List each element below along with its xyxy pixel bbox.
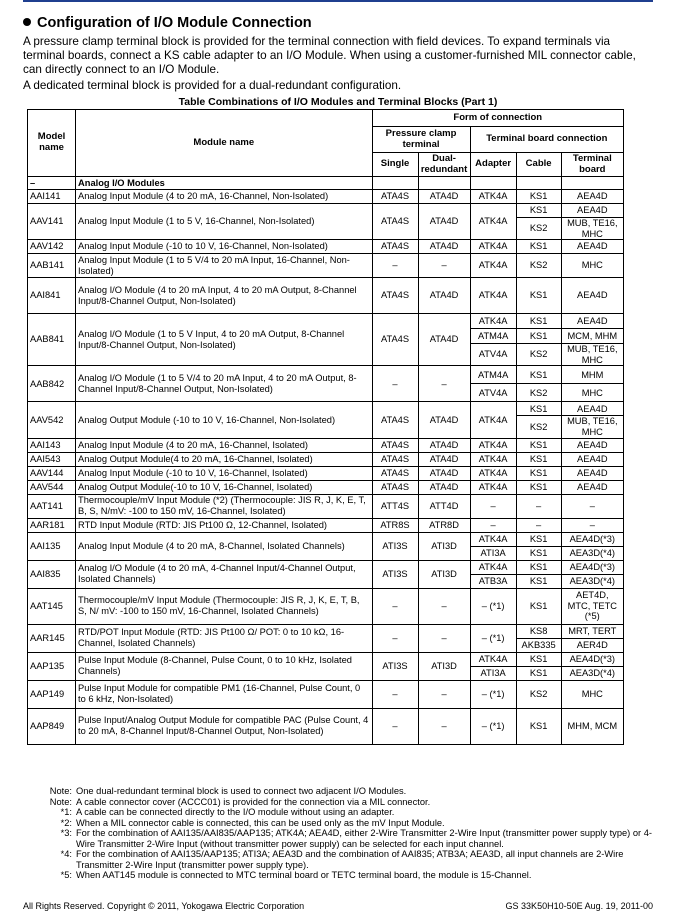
table-row (28, 402, 624, 416)
adapter-cell: ATK4A (470, 190, 516, 204)
note-key: *5: (60, 870, 72, 880)
redundant-paragraph: A dedicated terminal block is provided for a dual-redundant configuration. (23, 79, 402, 92)
cable-cell: KS1 (516, 438, 561, 452)
model-cell: AAI141 (28, 190, 76, 204)
module-name-cell: RTD Input Module (RTD: JIS Pt100 Ω, 12-Channel, Isolated) (76, 518, 372, 532)
module-name-cell: Thermocouple/mV Input Module (*2) (Thermocouple: JIS R, J, K, E, T, B, S, N/mV: -100 to 150 mV, 16-Channel, Isolated) (76, 494, 372, 518)
adapter-cell: ATM4A (470, 366, 516, 384)
table-row (28, 532, 624, 546)
cable-cell: KS2 (516, 344, 561, 366)
terminal-board-cell: AEA4D (561, 452, 623, 466)
single-cell: ATA4S (372, 240, 418, 254)
th-tboard: Terminal board (561, 153, 623, 177)
dual-cell: – (418, 588, 470, 624)
model-cell: AAV144 (28, 466, 76, 480)
cable-cell: KS1 (516, 452, 561, 466)
cable-cell: KS8 (516, 624, 561, 638)
footer (23, 901, 653, 911)
single-cell: ATA4S (372, 452, 418, 466)
terminal-board-cell: MUB, TE16, MHC (561, 218, 623, 240)
dual-cell: ATR8D (418, 518, 470, 532)
cable-cell: KS1 (516, 190, 561, 204)
th-adapter: Adapter (470, 153, 516, 177)
module-name-cell: RTD/POT Input Module (RTD: JIS Pt100 Ω/ POT: 0 to 10 kΩ, 16-Channel, Isolated Channels) (76, 624, 372, 652)
adapter-cell: – (*1) (470, 588, 516, 624)
th-single: Single (372, 153, 418, 177)
table-row (28, 708, 624, 744)
table-row (28, 466, 624, 480)
adapter-cell: ATV4A (470, 384, 516, 402)
dual-cell: ATT4D (418, 494, 470, 518)
dual-cell: – (418, 366, 470, 402)
table-row (28, 452, 624, 466)
note-text: A cable connector cover (ACCC01) is provided for the connection via a MIL connector. (76, 796, 431, 807)
single-cell: – (372, 588, 418, 624)
dual-cell: ATI3D (418, 560, 470, 588)
table-row (28, 624, 624, 638)
notes (38, 786, 653, 881)
single-cell: ATA4S (372, 314, 418, 366)
note-item (38, 849, 653, 870)
single-cell: – (372, 254, 418, 278)
module-name-cell: Analog I/O Module (1 to 5 V Input, 4 to 20 mA Output, 8-Channel Input/8-Channel Output, Non-Isolated) (76, 314, 372, 366)
table-row (28, 494, 624, 518)
dual-cell: ATA4D (418, 466, 470, 480)
module-name-cell: Analog Input Module (1 to 5 V, 16-Channel, Non-Isolated) (76, 204, 372, 240)
module-name-cell: Analog Input Module (4 to 20 mA, 8-Channel, Isolated Channels) (76, 532, 372, 560)
model-cell: AAB841 (28, 314, 76, 366)
cable-cell: KS2 (516, 384, 561, 402)
table-row (28, 518, 624, 532)
adapter-cell: ATK4A (470, 452, 516, 466)
cable-cell: KS1 (516, 666, 561, 680)
table-row (28, 240, 624, 254)
terminal-board-cell: AEA4D (561, 314, 623, 329)
model-cell: AAT145 (28, 588, 76, 624)
adapter-cell: ATM4A (470, 329, 516, 344)
table-row (28, 314, 624, 329)
model-cell: AAV542 (28, 402, 76, 438)
adapter-cell: ATK4A (470, 532, 516, 546)
module-name-cell: Analog Output Module(-10 to 10 V, 16-Channel, Isolated) (76, 480, 372, 494)
model-cell: AAT141 (28, 494, 76, 518)
model-cell: AAP135 (28, 652, 76, 680)
doc-id: GS 33K50H10-50E Aug. 19, 2011-00 (505, 901, 653, 911)
single-cell: ATA4S (372, 190, 418, 204)
cable-cell: KS1 (516, 708, 561, 744)
adapter-cell: – (470, 494, 516, 518)
note-text: When a MIL connector cable is connected, this can be used only as the mV Input Module. (76, 817, 445, 828)
module-name-cell: Analog Input Module (4 to 20 mA, 16-Channel, Non-Isolated) (76, 190, 372, 204)
module-name-cell: Analog I/O Module (4 to 20 mA Input, 4 to 20 mA Output, 8-Channel Input/8-Channel Output, Non-Isolated) (76, 278, 372, 314)
note-text: For the combination of AAI135/AAP135; ATI3A; AEA3D and the combination of AAI835; ATB3A; AEA3D, all input channels are 2-Wire Transmitter 2-Wire Input (transmitter power supply type). (76, 849, 624, 870)
cable-cell: KS1 (516, 480, 561, 494)
single-cell: ATI3S (372, 532, 418, 560)
table-row (28, 588, 624, 624)
cable-cell: KS1 (516, 466, 561, 480)
single-cell: – (372, 708, 418, 744)
table-row (28, 190, 624, 204)
cable-cell: AKB335 (516, 638, 561, 652)
section-name: Analog I/O Modules (76, 177, 372, 190)
note-text: One dual-redundant terminal block is used to connect two adjacent I/O Modules. (76, 786, 407, 796)
dual-cell: ATA4D (418, 452, 470, 466)
terminal-board-cell: AEA4D (561, 480, 623, 494)
single-cell: – (372, 624, 418, 652)
dual-cell: – (418, 254, 470, 278)
table-row (28, 366, 624, 384)
note-key: Note: (49, 786, 72, 796)
table-row (28, 480, 624, 494)
terminal-board-cell: – (561, 518, 623, 532)
note-item (38, 828, 653, 849)
note-item (38, 818, 653, 829)
cable-cell: KS1 (516, 652, 561, 666)
table-row (28, 254, 624, 278)
cable-cell: KS1 (516, 278, 561, 314)
single-cell: ATA4S (372, 438, 418, 452)
single-cell: ATI3S (372, 560, 418, 588)
terminal-board-cell: MUB, TE16, MHC (561, 344, 623, 366)
module-name-cell: Analog Input Module (4 to 20 mA, 16-Channel, Isolated) (76, 438, 372, 452)
terminal-board-cell: MHC (561, 680, 623, 708)
dual-cell: ATI3D (418, 532, 470, 560)
adapter-cell: – (470, 518, 516, 532)
adapter-cell: ATB3A (470, 574, 516, 588)
dual-cell: – (418, 624, 470, 652)
cable-cell: KS1 (516, 560, 561, 574)
model-cell: AAB141 (28, 254, 76, 278)
terminal-board-cell: AEA4D(*3) (561, 652, 623, 666)
module-name-cell: Analog Input Module (-10 to 10 V, 16-Channel, Isolated) (76, 466, 372, 480)
note-text: For the combination of AAI135/AAI835/AAP135; ATK4A; AEA4D, either 2-Wire Transmitter 2-Wire Input (transmitter power supply type) or 4-Wire Transmitter 2-Wire Input (without transmitter power supply) can be selected for each input channel. (76, 828, 652, 849)
cable-cell: – (516, 518, 561, 532)
adapter-cell: ATK4A (470, 240, 516, 254)
cable-cell: KS1 (516, 204, 561, 218)
dual-cell: ATI3D (418, 652, 470, 680)
cable-cell: KS1 (516, 532, 561, 546)
single-cell: ATT4S (372, 494, 418, 518)
model-cell: AAV141 (28, 204, 76, 240)
th-cable: Cable (516, 153, 561, 177)
copyright: All Rights Reserved. Copyright © 2011, Yokogawa Electric Corporation (23, 901, 305, 911)
cable-cell: – (516, 494, 561, 518)
note-text: When AAT145 module is connected to MTC terminal board or TETC terminal board, the module is 15-Channel. (76, 870, 532, 880)
terminal-board-cell: MHM, MCM (561, 708, 623, 744)
dual-cell: – (418, 680, 470, 708)
adapter-cell: – (*1) (470, 624, 516, 652)
terminal-board-cell: AEA4D(*3) (561, 532, 623, 546)
cable-cell: KS1 (516, 402, 561, 416)
terminal-board-cell: AEA4D (561, 402, 623, 416)
adapter-cell: ATK4A (470, 314, 516, 329)
terminal-board-cell: AEA3D(*4) (561, 574, 623, 588)
model-cell: AAB842 (28, 366, 76, 402)
dual-cell: ATA4D (418, 240, 470, 254)
terminal-board-cell: AEA3D(*4) (561, 666, 623, 680)
adapter-cell: – (*1) (470, 680, 516, 708)
io-module-table (27, 109, 624, 745)
module-name-cell: Pulse Input Module (8-Channel, Pulse Count, 0 to 10 kHz, Isolated Channels) (76, 652, 372, 680)
cable-cell: KS2 (516, 254, 561, 278)
dual-cell: ATA4D (418, 204, 470, 240)
single-cell: – (372, 680, 418, 708)
terminal-board-cell: MCM, MHM (561, 329, 623, 344)
note-key: *4: (60, 849, 72, 859)
model-cell: AAV142 (28, 240, 76, 254)
th-pressure: Pressure clamp terminal (372, 127, 470, 153)
table-caption: Table Combinations of I/O Modules and Terminal Blocks (Part 1) (178, 96, 498, 108)
terminal-board-cell: AEA4D (561, 190, 623, 204)
th-model: Model name (28, 110, 76, 177)
note-item (38, 807, 653, 818)
adapter-cell: ATI3A (470, 546, 516, 560)
cable-cell: KS2 (516, 218, 561, 240)
terminal-board-cell: AER4D (561, 638, 623, 652)
cable-cell: KS1 (516, 588, 561, 624)
single-cell: ATA4S (372, 278, 418, 314)
dual-cell: ATA4D (418, 190, 470, 204)
model-cell: AAI143 (28, 438, 76, 452)
terminal-board-cell: – (561, 494, 623, 518)
module-name-cell: Pulse Input Module for compatible PM1 (16-Channel, Pulse Count, 0 to 6 kHz, Non-Isolated) (76, 680, 372, 708)
cable-cell: KS1 (516, 329, 561, 344)
table-row (28, 204, 624, 218)
single-cell: ATA4S (372, 204, 418, 240)
terminal-board-cell: AEA4D (561, 240, 623, 254)
model-cell: AAI135 (28, 532, 76, 560)
adapter-cell: ATK4A (470, 438, 516, 452)
terminal-board-cell: AET4D, MTC, TETC (*5) (561, 588, 623, 624)
note-key: Note: (49, 796, 72, 807)
note-text: A cable can be connected directly to the I/O module without using an adapter. (76, 807, 395, 817)
model-cell: AAR181 (28, 518, 76, 532)
module-name-cell: Thermocouple/mV Input Module (Thermocouple: JIS R, J, K, E, T, B, S, N/ mV: -100 to 150 mV, 16-Channel, Isolated Channels) (76, 588, 372, 624)
adapter-cell: ATK4A (470, 560, 516, 574)
cable-cell: KS1 (516, 366, 561, 384)
adapter-cell: ATK4A (470, 402, 516, 438)
th-form: Form of connection (372, 110, 624, 127)
terminal-board-cell: MHC (561, 384, 623, 402)
model-cell: AAP149 (28, 680, 76, 708)
bullet-icon (23, 18, 31, 26)
module-name-cell: Analog I/O Module (4 to 20 mA, 4-Channel Input/4-Channel Output, Isolated Channels) (76, 560, 372, 588)
adapter-cell: – (*1) (470, 708, 516, 744)
cable-cell: KS2 (516, 680, 561, 708)
terminal-board-cell: MRT, TERT (561, 624, 623, 638)
table-row (28, 652, 624, 666)
adapter-cell: ATK4A (470, 204, 516, 240)
module-name-cell: Analog Input Module (1 to 5 V/4 to 20 mA Input, 16-Channel, Non-Isolated) (76, 254, 372, 278)
adapter-cell: ATI3A (470, 666, 516, 680)
adapter-cell: ATK4A (470, 278, 516, 314)
terminal-board-cell: MHM (561, 366, 623, 384)
terminal-board-cell: AEA4D (561, 204, 623, 218)
th-board-conn: Terminal board connection (470, 127, 623, 153)
table-row (28, 278, 624, 314)
terminal-board-cell: AEA4D (561, 438, 623, 452)
heading-text: Configuration of I/O Module Connection (37, 15, 312, 31)
section-row (28, 177, 624, 190)
single-cell: ATI3S (372, 652, 418, 680)
adapter-cell: ATK4A (470, 652, 516, 666)
single-cell: ATR8S (372, 518, 418, 532)
dual-cell: ATA4D (418, 438, 470, 452)
module-name-cell: Pulse Input/Analog Output Module for compatible PAC (Pulse Count, 4 to 20 mA, 8-Channel Input/8-Channel Output, Non-Isolated) (76, 708, 372, 744)
intro-paragraph: A pressure clamp terminal block is provided for the terminal connection with field devices. To expand terminals via terminal boards, connect a KS cable adapter to an I/O Module. When using a customer-furnished MIL connector cable, can directly connect to an I/O Module. (23, 35, 636, 76)
table-body (28, 177, 624, 745)
adapter-cell: ATK4A (470, 254, 516, 278)
model-cell: AAV544 (28, 480, 76, 494)
model-cell: AAI841 (28, 278, 76, 314)
table-row (28, 680, 624, 708)
table-row (28, 560, 624, 574)
module-name-cell: Analog I/O Module (1 to 5 V/4 to 20 mA Input, 4 to 20 mA Output, 8-Channel Input/8-Channel Output, Non-Isolated) (76, 366, 372, 402)
table-row (28, 438, 624, 452)
note-item (38, 786, 653, 797)
adapter-cell: ATK4A (470, 480, 516, 494)
dual-cell: ATA4D (418, 278, 470, 314)
adapter-cell: ATK4A (470, 466, 516, 480)
note-item (38, 870, 653, 881)
terminal-board-cell: AEA4D(*3) (561, 560, 623, 574)
cable-cell: KS1 (516, 240, 561, 254)
dual-cell: – (418, 708, 470, 744)
terminal-board-cell: AEA4D (561, 278, 623, 314)
th-dual: Dual-redundant (418, 153, 470, 177)
dual-cell: ATA4D (418, 480, 470, 494)
dual-cell: ATA4D (418, 402, 470, 438)
th-module: Module name (76, 110, 372, 177)
model-cell: AAI543 (28, 452, 76, 466)
header-rule (23, 0, 653, 8)
note-item (38, 797, 653, 808)
terminal-board-cell: MUB, TE16, MHC (561, 416, 623, 438)
cable-cell: KS1 (516, 574, 561, 588)
terminal-board-cell: AEA3D(*4) (561, 546, 623, 560)
module-name-cell: Analog Input Module (-10 to 10 V, 16-Channel, Non-Isolated) (76, 240, 372, 254)
note-key: *1: (60, 807, 72, 817)
module-name-cell: Analog Output Module(4 to 20 mA, 16-Channel, Isolated) (76, 452, 372, 466)
cable-cell: KS1 (516, 546, 561, 560)
single-cell: ATA4S (372, 480, 418, 494)
module-name-cell: Analog Output Module (-10 to 10 V, 16-Channel, Non-Isolated) (76, 402, 372, 438)
terminal-board-cell: AEA4D (561, 466, 623, 480)
single-cell: ATA4S (372, 466, 418, 480)
terminal-board-cell: MHC (561, 254, 623, 278)
adapter-cell: ATV4A (470, 344, 516, 366)
cable-cell: KS1 (516, 314, 561, 329)
cable-cell: KS2 (516, 416, 561, 438)
single-cell: ATA4S (372, 402, 418, 438)
note-key: *3: (60, 828, 72, 838)
single-cell: – (372, 366, 418, 402)
section-model: – (28, 177, 76, 190)
model-cell: AAI835 (28, 560, 76, 588)
model-cell: AAR145 (28, 624, 76, 652)
section-heading (23, 15, 653, 31)
model-cell: AAP849 (28, 708, 76, 744)
dual-cell: ATA4D (418, 314, 470, 366)
note-key: *2: (60, 817, 72, 828)
